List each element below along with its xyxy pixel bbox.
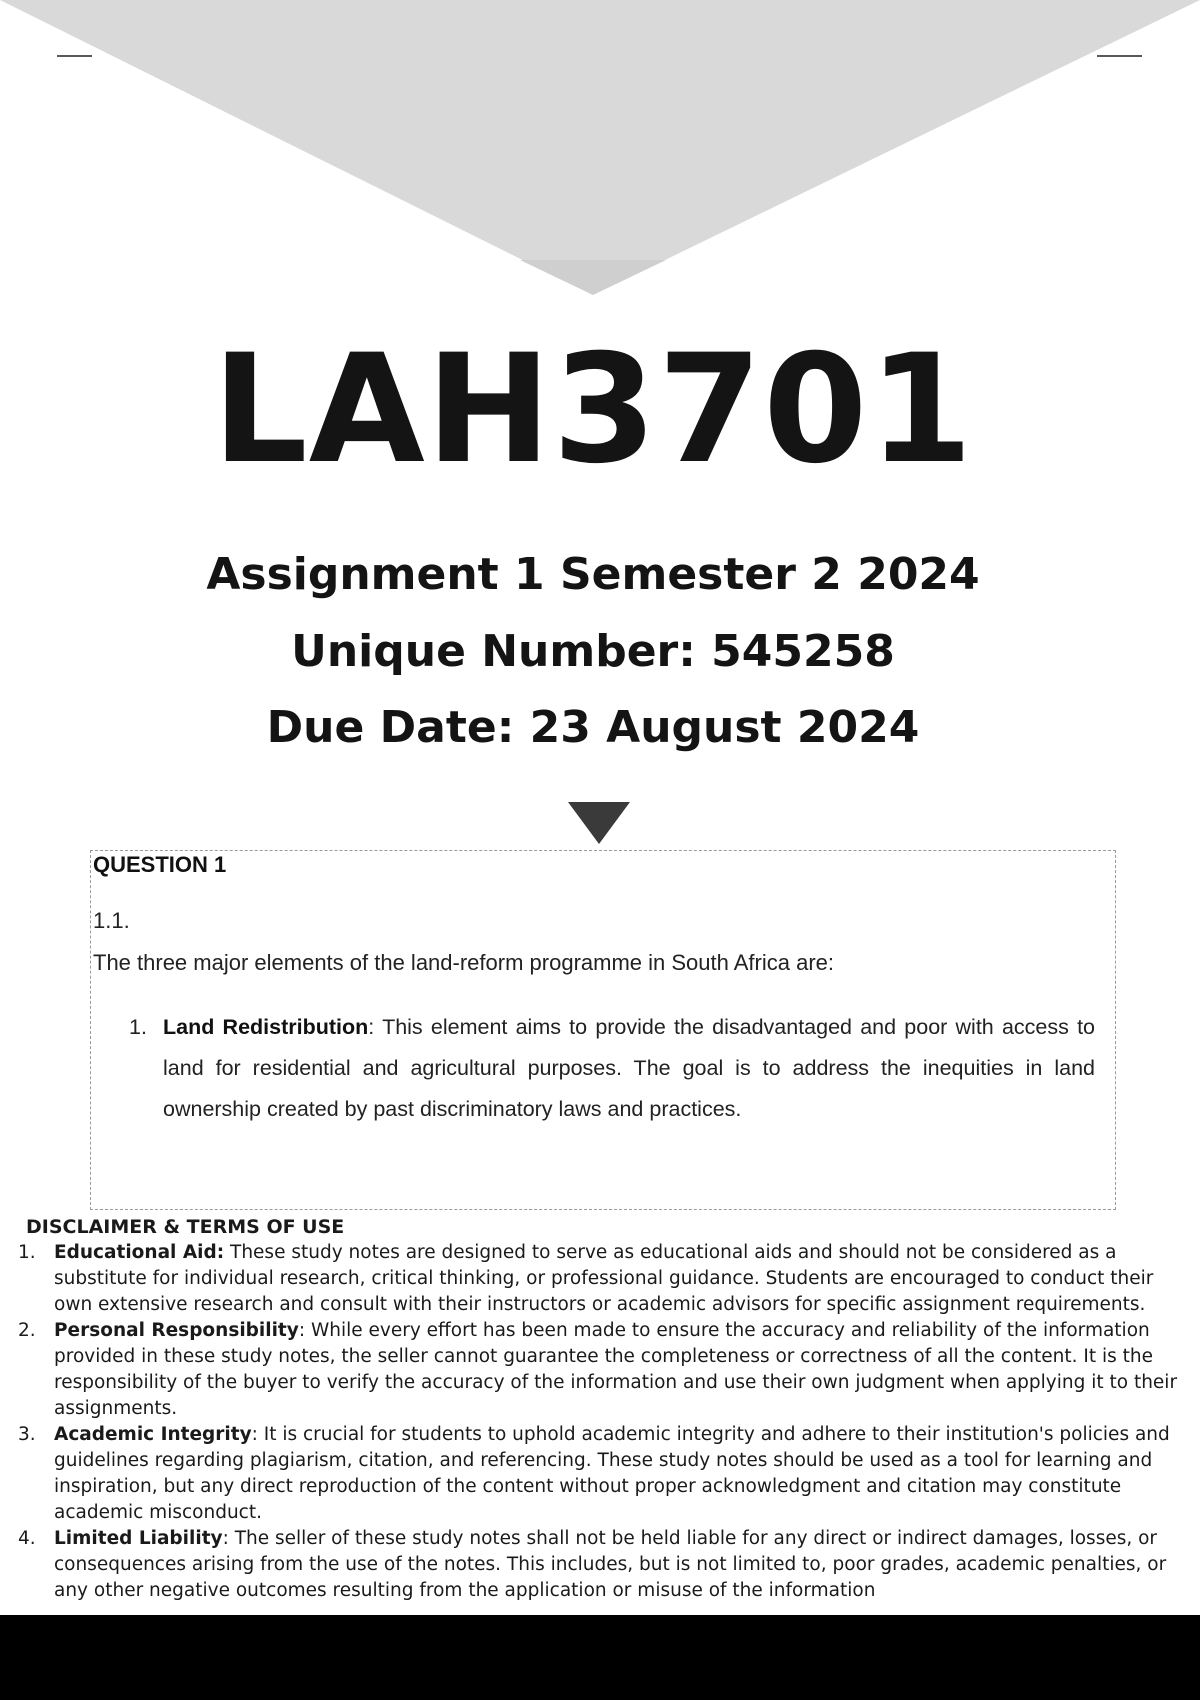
list-item-term: Educational Aid: <box>54 1242 225 1263</box>
list-item-text: : It is crucial for students to uphold academic integrity and adhere to their institution's policies and guidelines regarding plagiarism, citation, and referencing. These study notes should be used as a tool for learning and inspiration, but any direct reproduction of the content without proper acknowledgment and citation may constitute academic misconduct. <box>54 1424 1170 1523</box>
list-item <box>129 1007 1095 1130</box>
list-item-term: Academic Integrity <box>54 1424 252 1445</box>
course-code-title: LAH3701 <box>212 323 974 497</box>
question-heading: QUESTION 1 <box>93 852 227 877</box>
disclaimer-section <box>18 1214 1186 1604</box>
due-date-line: Due Date: 23 August 2024 <box>266 702 920 753</box>
list-item <box>18 1422 1186 1526</box>
down-triangle-icon <box>568 802 630 844</box>
list-item-term: Land Redistribution <box>163 1015 369 1039</box>
unique-number-line: Unique Number: 545258 <box>291 626 895 677</box>
list-item-number: 4. <box>18 1528 36 1549</box>
question-preview-box <box>90 850 1116 1210</box>
list-item-term: Personal Responsibility <box>54 1320 299 1341</box>
viewer-bottom-bar <box>0 1615 1200 1700</box>
list-item-term: Limited Liability <box>54 1528 223 1549</box>
list-item-number: 2. <box>18 1320 36 1341</box>
list-item-text: These study notes are designed to serve as educational aids and should not be considered as a substitute for individual research, critical thinking, or professional guidance. Students are encouraged to conduct their own extensive research and consult with their instructors or academic advisors for specific assignment requirements. <box>54 1242 1154 1315</box>
question-number: 1.1. <box>93 908 130 933</box>
chevron-shape <box>0 0 1200 295</box>
chevron-notch <box>520 260 666 295</box>
list-item-number: 1. <box>18 1242 36 1263</box>
assignment-line: Assignment 1 Semester 2 2024 <box>206 549 980 600</box>
list-item-text: : This element aims to provide the disadvantaged and poor with access to land for residential and agricultural purposes. The goal is to address the inequities in land ownership created by past discriminatory laws and practices. <box>163 1015 1095 1121</box>
question-answer-list <box>129 1007 1095 1130</box>
question-intro: The three major elements of the land-reform programme in South Africa are: <box>93 950 835 975</box>
disclaimer-title: DISCLAIMER & TERMS OF USE <box>26 1216 345 1238</box>
list-item <box>18 1526 1186 1604</box>
list-item <box>18 1318 1186 1422</box>
list-item-text: : While every effort has been made to ensure the accuracy and reliability of the information provided in these study notes, the seller cannot guarantee the completeness or correctness of all the content. It is the responsibility of the buyer to verify the accuracy of the information and use their own judgment when applying it to their assignments. <box>54 1320 1178 1419</box>
list-item-number: 1. <box>129 1015 147 1039</box>
list-item-number: 3. <box>18 1424 36 1445</box>
list-item-body <box>163 1007 1095 1130</box>
list-item <box>18 1240 1186 1318</box>
header-chevron-graphic <box>0 0 1200 300</box>
list-item-text: : The seller of these study notes shall not be held liable for any direct or indirect damages, losses, or consequences arising from the use of the notes. This includes, but is not limited to, poor grades, academic penalties, or any other negative outcomes resulting from the application or misuse of the information <box>54 1528 1167 1601</box>
